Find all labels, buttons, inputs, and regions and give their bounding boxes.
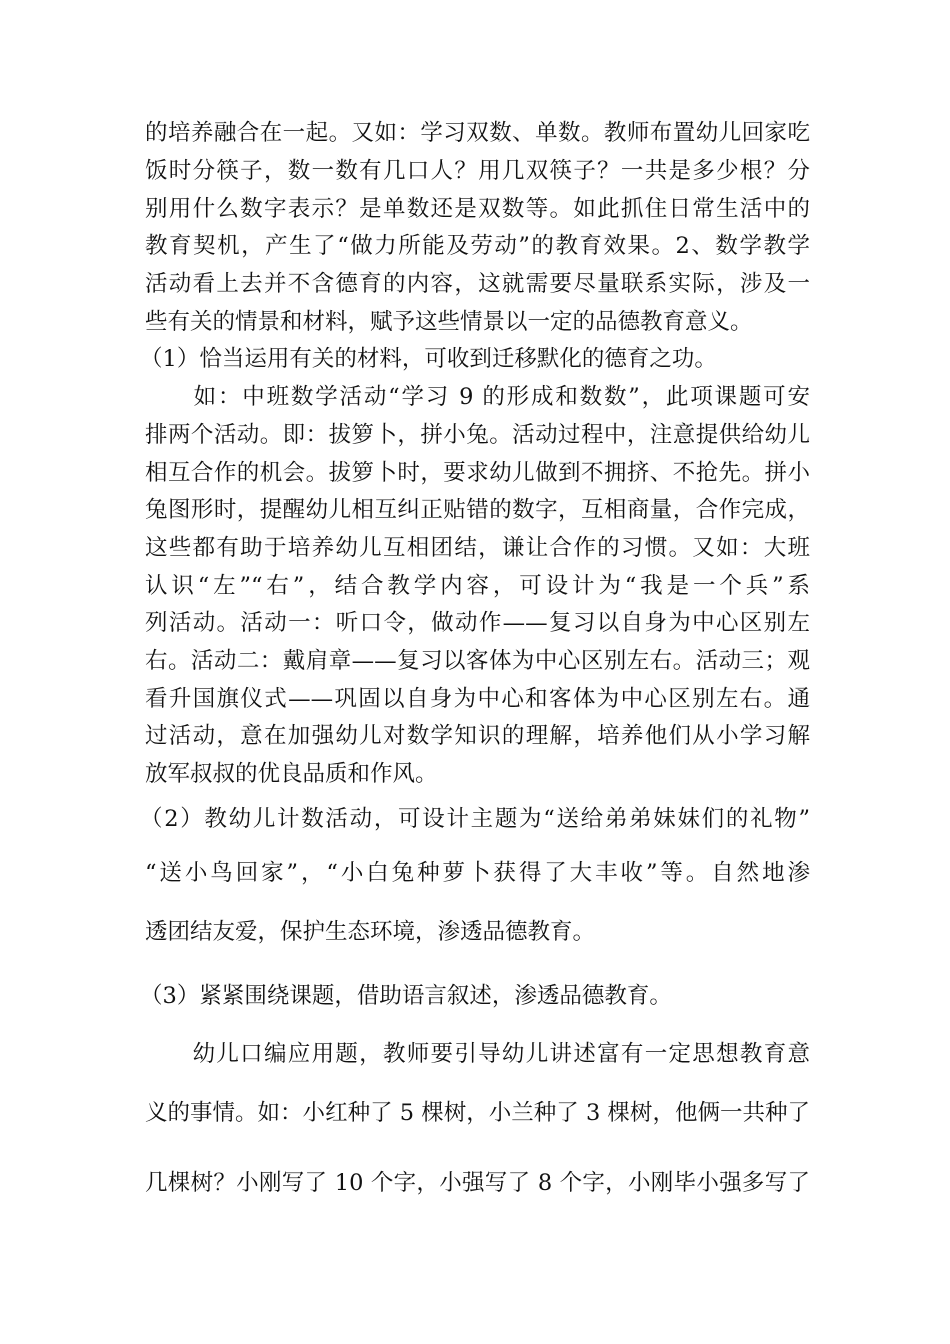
- text-line: 活动看上去并不含德育的内容，这就需要尽量联系实际，涉及一: [145, 271, 810, 297]
- text-line: 幼儿口编应用题，教师要引导幼儿讲述富有一定思想教育意: [145, 1041, 810, 1067]
- text-line: （3）紧紧围绕课题，借助语言叙述，渗透品德教育。: [140, 983, 672, 1009]
- text-line: 的培养融合在一起。又如：学习双数、单数。教师布置幼儿回家吃: [145, 120, 810, 146]
- text-line: 右。活动二：戴肩章——复习以客体为中心区别左右。活动三；观: [145, 648, 810, 674]
- text-line: 饭时分筷子，数一数有几口人？用几双筷子？一共是多少根？分: [145, 158, 810, 184]
- text-line: 放军叔叔的优良品质和作风。: [145, 761, 438, 787]
- text-line: 认识“左”“右”，结合教学内容，可设计为“我是一个兵”系: [145, 573, 810, 599]
- text-line: 些有关的情景和材料，赋予这些情景以一定的品德教育意义。: [145, 309, 753, 335]
- text-line: （2）教幼儿计数活动，可设计主题为“送给弟弟妹妹们的礼物”: [140, 806, 810, 832]
- text-line: 义的事情。如：小红种了 5 棵树，小兰种了 3 棵树，他俩一共种了: [145, 1100, 810, 1126]
- text-line: 如：中班数学活动“学习 9 的形成和数数”，此项课题可安: [145, 384, 810, 410]
- text-line: 过活动，意在加强幼儿对数学知识的理解，培养他们从小学习解: [145, 723, 810, 749]
- text-line: 兔图形时，提醒幼儿相互纠正贴错的数字，互相商量，合作完成，: [145, 497, 810, 523]
- text-line: 相互合作的机会。拔箩卜时，要求幼儿做到不拥挤、不抢先。拼小: [145, 460, 810, 486]
- text-line: 透团结友爱，保护生态环境，渗透品德教育。: [145, 919, 596, 945]
- text-line: 几棵树？小刚写了 10 个字，小强写了 8 个字，小刚毕小强多写了: [145, 1170, 810, 1196]
- text-line: （1）恰当运用有关的材料，可收到迁移默化的德育之功。: [140, 346, 717, 372]
- text-line: 列活动。活动一：听口令，做动作——复习以自身为中心区别左: [145, 610, 810, 636]
- text-line: 教育契机，产生了“做力所能及劳动”的教育效果。2、数学教学: [145, 233, 810, 259]
- text-line: 看升国旗仪式——巩固以自身为中心和客体为中心区别左右。通: [145, 686, 810, 712]
- text-line: “送小鸟回家”，“小白兔种萝卜获得了大丰收”等。自然地渗: [145, 860, 810, 886]
- text-line: 这些都有助于培养幼儿互相团结，谦让合作的习惯。又如：大班: [145, 535, 810, 561]
- text-line: 排两个活动。即：拔箩卜，拼小兔。活动过程中，注意提供给幼儿: [145, 422, 810, 448]
- text-line: 别用什么数字表示？是单数还是双数等。如此抓住日常生活中的: [145, 196, 810, 222]
